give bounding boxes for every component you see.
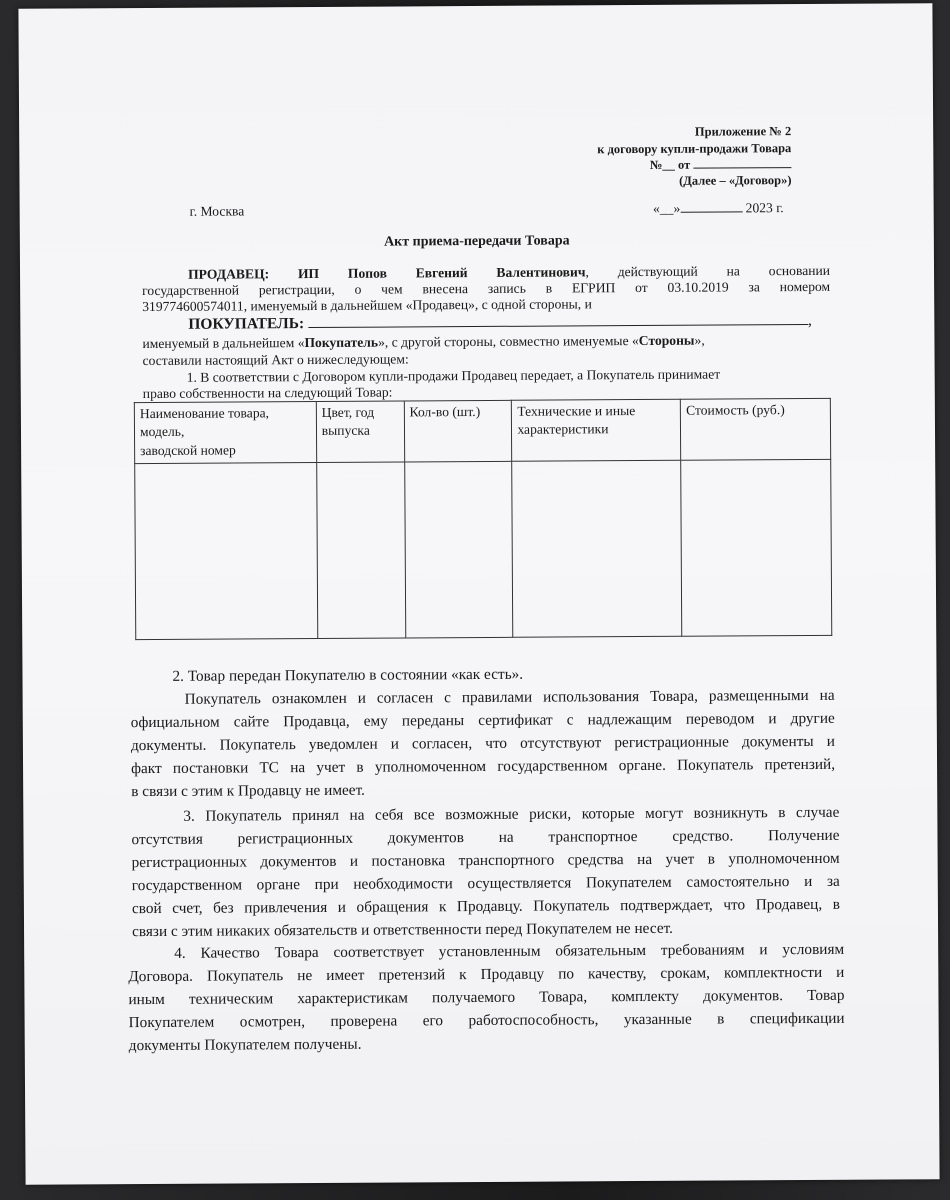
clause-3-line-2: отсутствия регистрационных документов на транспортное средство. Получение — [131, 826, 840, 849]
header-color-year — [316, 401, 404, 463]
clause-3-line-3: регистрационных документов и постановка транспортного средства на учет в уполномоченном — [131, 849, 840, 872]
act-date-month-blank — [680, 211, 742, 212]
seller-line-2: государственной регистрации, о чем внесена запись в ЕГРИП от 03.10.2019 за номером — [142, 278, 831, 299]
appendix-number-line — [650, 157, 792, 173]
act-date — [653, 200, 784, 217]
cell-specs — [512, 460, 682, 637]
city: г. Москва — [189, 203, 245, 219]
clause-2-line-2: официальном сайте Продавца, ему переданы сертификат с надлежащим переводом и другие — [130, 709, 835, 732]
clause-3-line-1: 3. Покупатель принял на себя все возможные риски, которые могут возникнуть в случае — [183, 803, 840, 825]
clause-2-line-3: документы. Покупатель уведомлен и согласен, что отсутствуют регистрационные документы и — [130, 732, 835, 755]
clause-4-line-5: документы Покупателем получены. — [128, 1035, 362, 1055]
clause-2-line-4: факт постановки ТС на учет в уполномоченном государственном органе. Покупатель претензий, — [131, 755, 836, 778]
document-page — [18, 3, 939, 1185]
clause-3-line-5: свой счет, без привлечения и обращения к Продавцу. Покупатель подтверждает, что Продавец, в — [131, 895, 840, 918]
header-color-year-l1: Цвет, год — [321, 404, 375, 420]
clause-1-line-2: право собственности на следующий Товар: — [142, 384, 393, 402]
clause-2-line-0: 2. Товар передан Покупателю в состоянии «как есть». — [172, 665, 524, 685]
cell-quantity — [404, 461, 513, 638]
buyer-alias-text-c: », с другой стороны, совместно именуемые « — [378, 333, 639, 350]
header-product-name — [134, 401, 316, 463]
clause-4-line-1: 4. Качество Товара соответствует установленным обязательным требованиям и условиям — [174, 940, 845, 962]
clause-1-line-1: 1. В соответствии с Договором купли-продажи Продавец передает, а Покупатель принимает — [186, 366, 721, 385]
act-date-day: «__» — [652, 200, 681, 216]
act-intro: составили настоящий Акт о нижеследующем: — [142, 351, 409, 369]
seller-basis: , действующий на основании — [585, 262, 831, 280]
header-quantity-l1: Кол-во (шт.) — [409, 403, 481, 420]
buyer-alias-text-a: именуемый в дальнейшем « — [142, 335, 305, 352]
header-product-name-l2: модель, — [139, 424, 185, 440]
buyer-alias-text-e: », — [694, 332, 705, 348]
header-product-name-l3: заводской номер — [140, 442, 236, 458]
buyer-alias-line — [142, 333, 704, 352]
header-specs — [512, 399, 681, 461]
seller-line-3: 319774600574011, именуемый в дальнейшем «Продавец», с одной стороны, и — [142, 296, 592, 315]
buyer-label: ПОКУПАТЕЛЬ: — [188, 315, 305, 333]
goods-table-row — [135, 459, 832, 639]
appendix-number-label: №__ от — [649, 157, 691, 172]
cell-price — [681, 459, 832, 636]
buyer-line: ПОКУПАТЕЛЬ: , — [188, 311, 812, 333]
clause-4-line-3: иным техническим характеристикам получаемого Товара, комплекту документов. Товар — [128, 986, 845, 1009]
seller-name: ИП Попов Евгений Валентинович — [297, 264, 586, 282]
header-price-l1: Стоимость (руб.) — [686, 402, 785, 418]
clause-2-line-1: Покупатель ознакомлен и согласен с правилами использования Товара, размещенными на — [184, 686, 835, 708]
appendix-contract-ref: к договору купли-продажи Товара — [597, 141, 792, 157]
document-title: Акт приема-передачи Товара — [384, 233, 570, 250]
buyer-name-blank — [308, 324, 808, 328]
header-price — [681, 398, 831, 460]
act-date-year: 2023 г. — [745, 200, 784, 216]
cell-product-name — [135, 462, 318, 639]
clause-4-line-2: Договора. Покупатель не имеет претензий к Продавцу по качеству, срокам, комплектности и — [128, 963, 845, 986]
appendix-title: Приложение № 2 — [694, 124, 792, 139]
header-specs-l1: Технические и иные — [517, 403, 636, 419]
buyer-alias-bold: Покупатель — [304, 334, 379, 351]
parties-alias-bold: Стороны — [638, 332, 695, 349]
seller-label: ПРОДАВЕЦ: — [187, 266, 270, 282]
clause-2-line-5: в связи с этим к Продавцу не имеет. — [131, 781, 365, 801]
appendix-alias: (Далее – «Договор») — [679, 173, 792, 188]
clause-3-line-6: связи с этим никаких обязательств и ответственности перед Покупателем не несет. — [132, 919, 674, 941]
goods-table-header-row — [134, 398, 830, 463]
header-product-name-l1: Наименование товара, — [139, 405, 270, 422]
header-quantity — [404, 400, 512, 462]
clause-3-line-4: государственном органе при необходимости осуществляется Покупателем самостоятельно и за — [131, 872, 840, 895]
clause-4-line-4: Покупателем осмотрен, проверена его работоспособность, указанные в спецификации — [128, 1009, 845, 1032]
contract-date-blank — [693, 167, 791, 169]
header-color-year-l2: выпуска — [321, 423, 370, 439]
cell-color-year — [316, 462, 405, 639]
header-specs-l2: характеристики — [517, 421, 609, 438]
goods-table — [134, 398, 832, 640]
